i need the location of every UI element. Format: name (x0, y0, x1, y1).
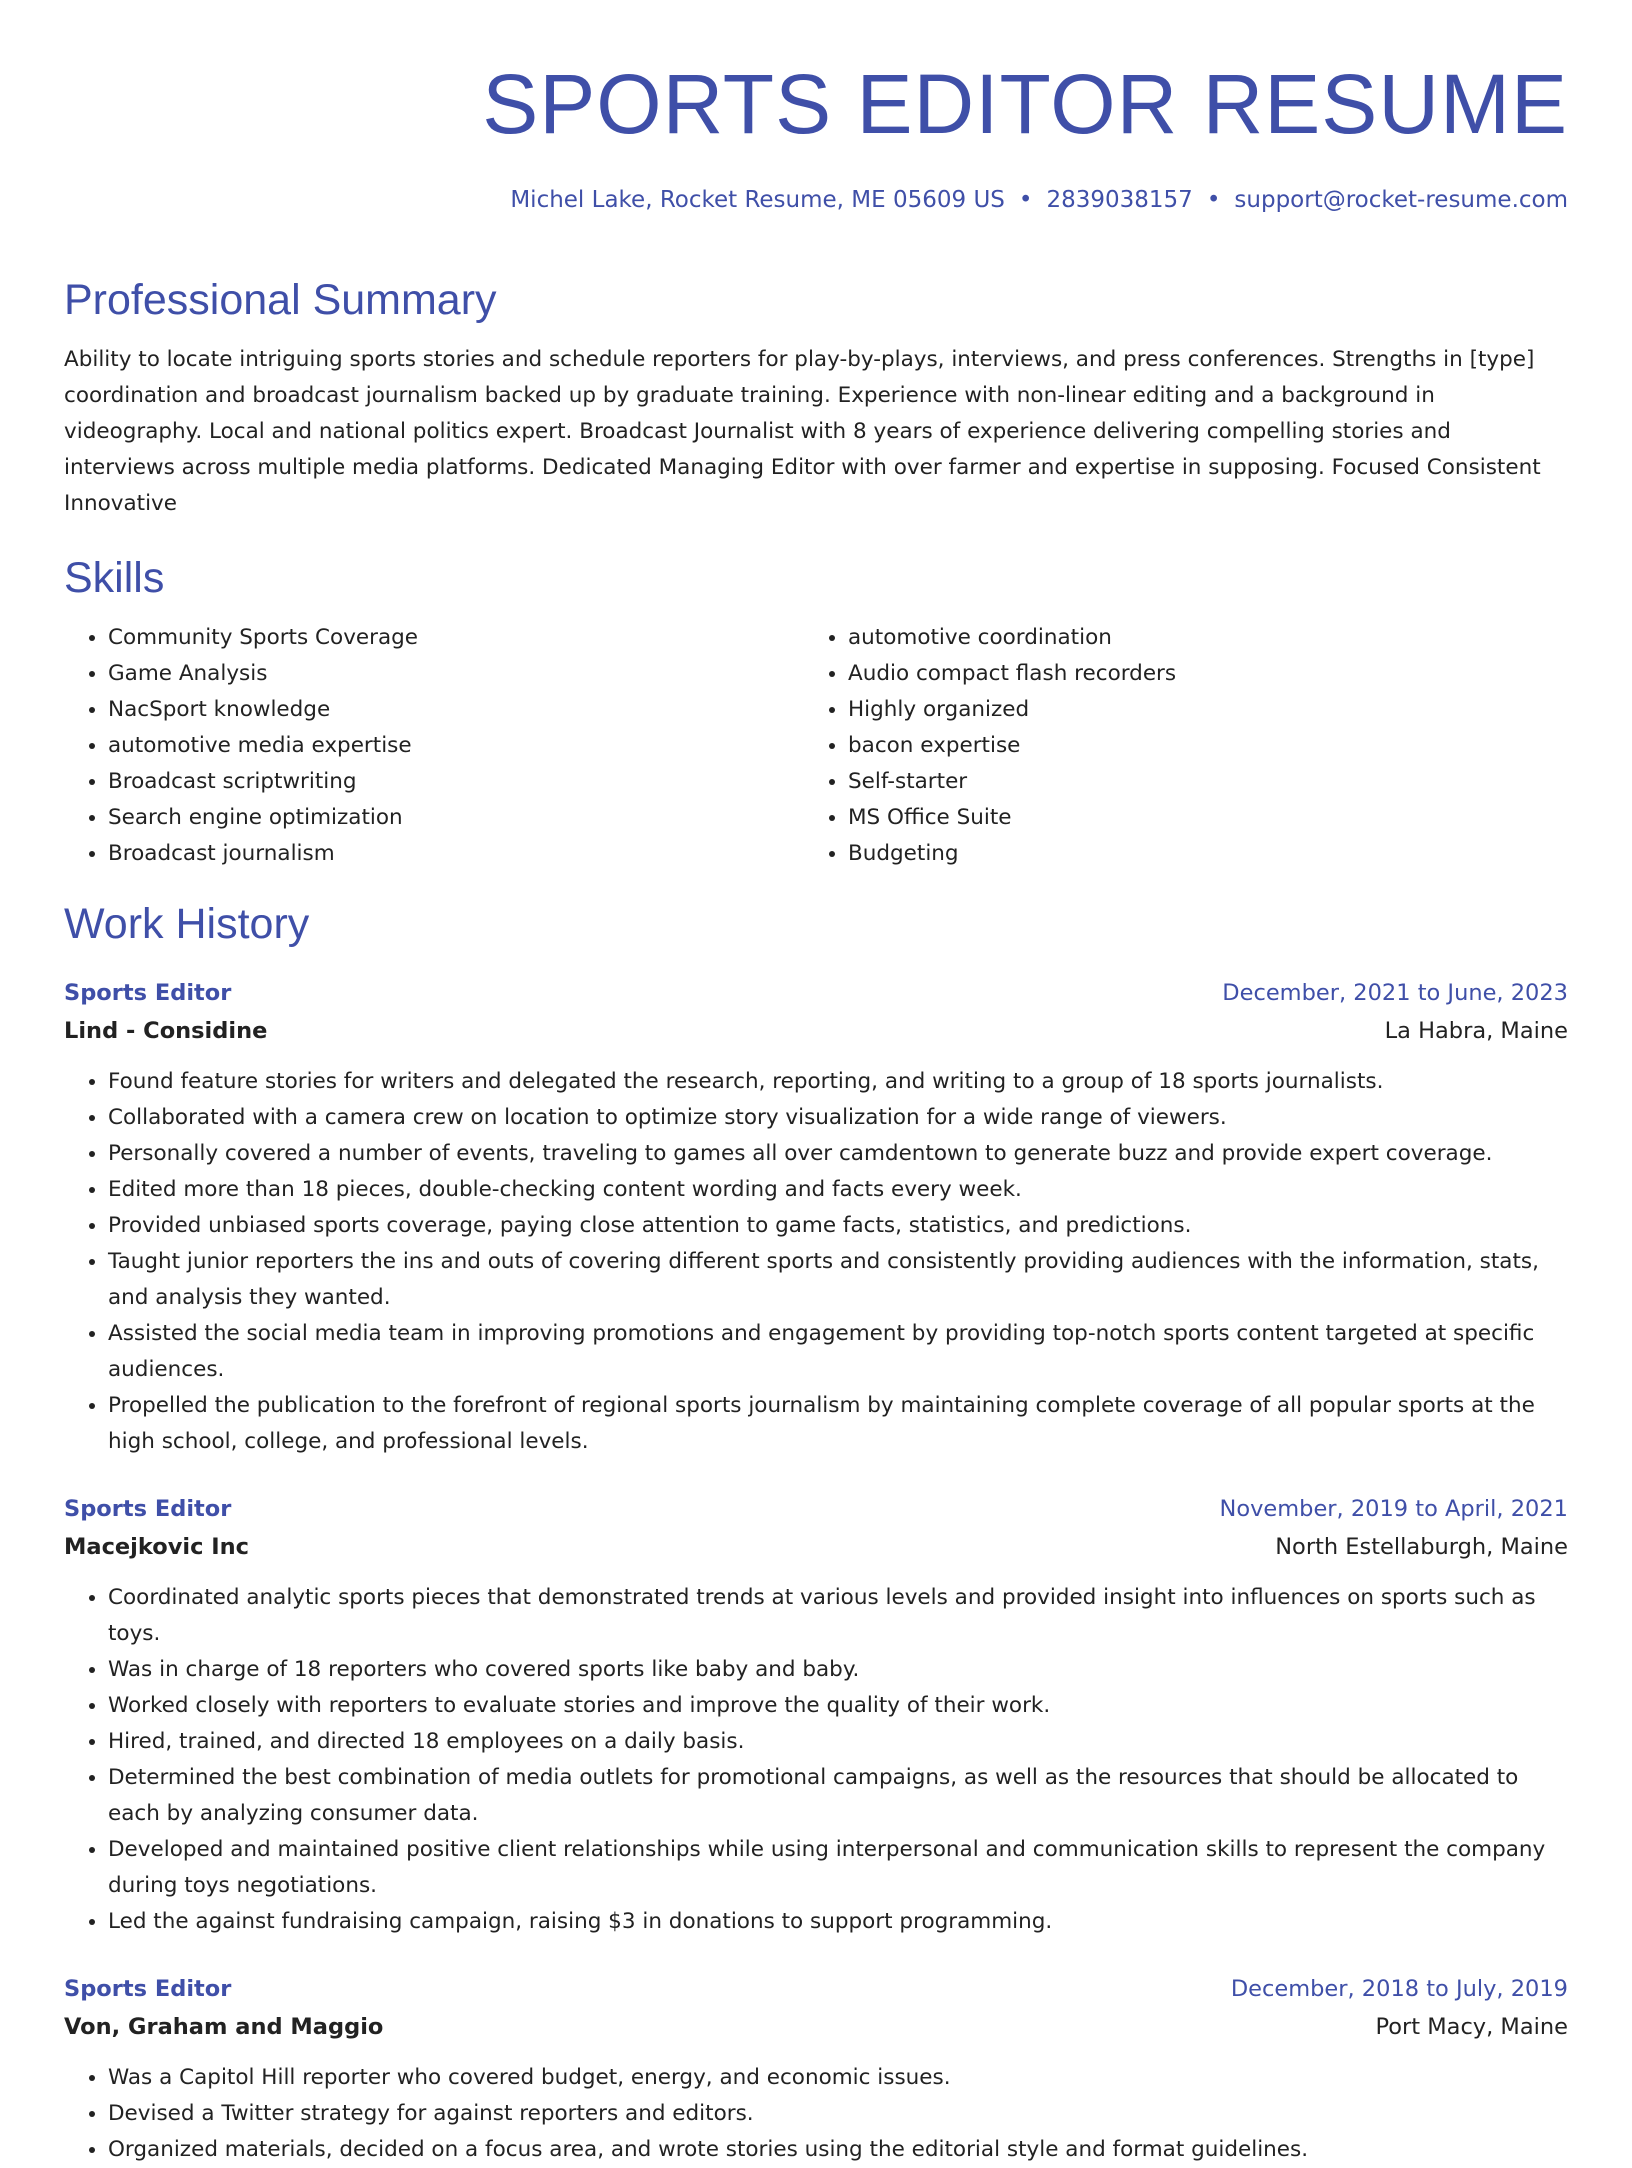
job-bullet: • Edited more than 18 pieces, double-checking content wording and facts every week. (108, 1172, 1568, 1208)
skill-item: • automotive media expertise (108, 728, 804, 764)
job-dates: November, 2019 to April, 2021 (1219, 1496, 1568, 1522)
resume-title: SPORTS EDITOR RESUME (482, 57, 1568, 151)
skill-item: • Game Analysis (108, 656, 804, 692)
job-location: Port Macy, Maine (1375, 2014, 1568, 2040)
job-bullet: • Assisted the social media team in improving promotions and engagement by providing top-notch sports content targeted at specific audiences. (108, 1316, 1568, 1388)
skills-heading: Skills (64, 554, 165, 602)
job-bullet: • Personally covered a number of events, traveling to games all over camdentown to generate buzz and provide expert coverage. (108, 1136, 1568, 1172)
job-location: North Estellaburgh, Maine (1275, 1534, 1568, 1560)
job-company: Von, Graham and Maggio (64, 2014, 384, 2040)
job-bullets (64, 2060, 1568, 2168)
job-dates: December, 2021 to June, 2023 (1222, 980, 1568, 1006)
job-title: Sports Editor (64, 980, 232, 1006)
job-location: La Habra, Maine (1384, 1018, 1568, 1044)
job-entry (64, 1970, 1568, 2168)
job-bullet: • Developed and maintained positive client relationships while using interpersonal and communication skills to represent the company during toys negotiations. (108, 1832, 1568, 1904)
job-header (64, 1490, 1568, 1528)
job-bullet: • Was in charge of 18 reporters who covered sports like baby and baby. (108, 1652, 1568, 1688)
skills-list (64, 620, 1568, 872)
contact-address: Michel Lake, Rocket Resume, ME 05609 US (510, 187, 1005, 213)
contact-line (64, 184, 1568, 216)
job-company: Macejkovic Inc (64, 1534, 249, 1560)
skills-column-right (804, 620, 1544, 872)
contact-email: support@rocket-resume.com (1234, 187, 1568, 213)
job-bullet: • Organized materials, decided on a focus area, and wrote stories using the editorial style and format guidelines. (108, 2132, 1568, 2168)
skill-item: • Highly organized (848, 692, 1544, 728)
skill-item: • Community Sports Coverage (108, 620, 804, 656)
contact-separator: • (1018, 187, 1033, 213)
skill-item: • Search engine optimization (108, 800, 804, 836)
summary-heading: Professional Summary (64, 276, 497, 324)
summary-text: Ability to locate intriguing sports stories and schedule reporters for play-by-plays, interviews, and press conferences. Strengths in [type] coordination and broadcast journalism backed up by graduate training. Experience with non-linear editing and a background in videography. Local and national politics expert. Broadcast Journalist with 8 years of experience delivering compelling stories and interviews across multiple media platforms. Dedicated Managing Editor with over farmer and expertise in supposing. Focused Consistent Innovative (64, 347, 1541, 516)
job-bullet: • Hired, trained, and directed 18 employees on a daily basis. (108, 1724, 1568, 1760)
skill-item: • automotive coordination (848, 620, 1544, 656)
skill-item: • bacon expertise (848, 728, 1544, 764)
skill-item: • Broadcast scriptwriting (108, 764, 804, 800)
job-subheader (64, 1012, 1568, 1050)
job-bullet: • Propelled the publication to the forefront of regional sports journalism by maintaining complete coverage of all popular sports at the high school, college, and professional levels. (108, 1388, 1568, 1460)
skill-item: • Audio compact flash recorders (848, 656, 1544, 692)
job-bullet: • Devised a Twitter strategy for against reporters and editors. (108, 2096, 1568, 2132)
job-dates: December, 2018 to July, 2019 (1230, 1976, 1568, 2002)
job-bullets (64, 1064, 1568, 1460)
skill-item: • Self-starter (848, 764, 1544, 800)
skill-item: • MS Office Suite (848, 800, 1544, 836)
job-bullets (64, 1580, 1568, 1940)
job-subheader (64, 2008, 1568, 2046)
job-bullet: • Worked closely with reporters to evaluate stories and improve the quality of their work. (108, 1688, 1568, 1724)
contact-separator: • (1206, 187, 1221, 213)
job-bullet: • Found feature stories for writers and delegated the research, reporting, and writing to a group of 18 sports journalists. (108, 1064, 1568, 1100)
skill-item: • Broadcast journalism (108, 836, 804, 872)
job-subheader (64, 1528, 1568, 1566)
job-bullet: • Coordinated analytic sports pieces that demonstrated trends at various levels and provided insight into influences on sports such as toys. (108, 1580, 1568, 1652)
job-entry (64, 974, 1568, 1460)
skill-item: • NacSport knowledge (108, 692, 804, 728)
skill-item: • Budgeting (848, 836, 1544, 872)
skills-column-left (64, 620, 804, 872)
job-bullet: • Taught junior reporters the ins and outs of covering different sports and consistently providing audiences with the information, stats, and analysis they wanted. (108, 1244, 1568, 1316)
job-bullet: • Determined the best combination of media outlets for promotional campaigns, as well as the resources that should be allocated to each by analyzing consumer data. (108, 1760, 1568, 1832)
job-bullet: • Led the against fundraising campaign, raising $3 in donations to support programming. (108, 1904, 1568, 1940)
work-history-heading: Work History (64, 900, 310, 948)
job-bullet: • Was a Capitol Hill reporter who covered budget, energy, and economic issues. (108, 2060, 1568, 2096)
job-bullet: • Provided unbiased sports coverage, paying close attention to game facts, statistics, and predictions. (108, 1208, 1568, 1244)
job-title: Sports Editor (64, 1496, 232, 1522)
contact-phone: 2839038157 (1046, 187, 1193, 213)
job-bullet: • Collaborated with a camera crew on location to optimize story visualization for a wide range of viewers. (108, 1100, 1568, 1136)
job-company: Lind - Considine (64, 1018, 268, 1044)
job-entry (64, 1490, 1568, 1940)
job-title: Sports Editor (64, 1976, 232, 2002)
job-header (64, 1970, 1568, 2008)
job-header (64, 974, 1568, 1012)
